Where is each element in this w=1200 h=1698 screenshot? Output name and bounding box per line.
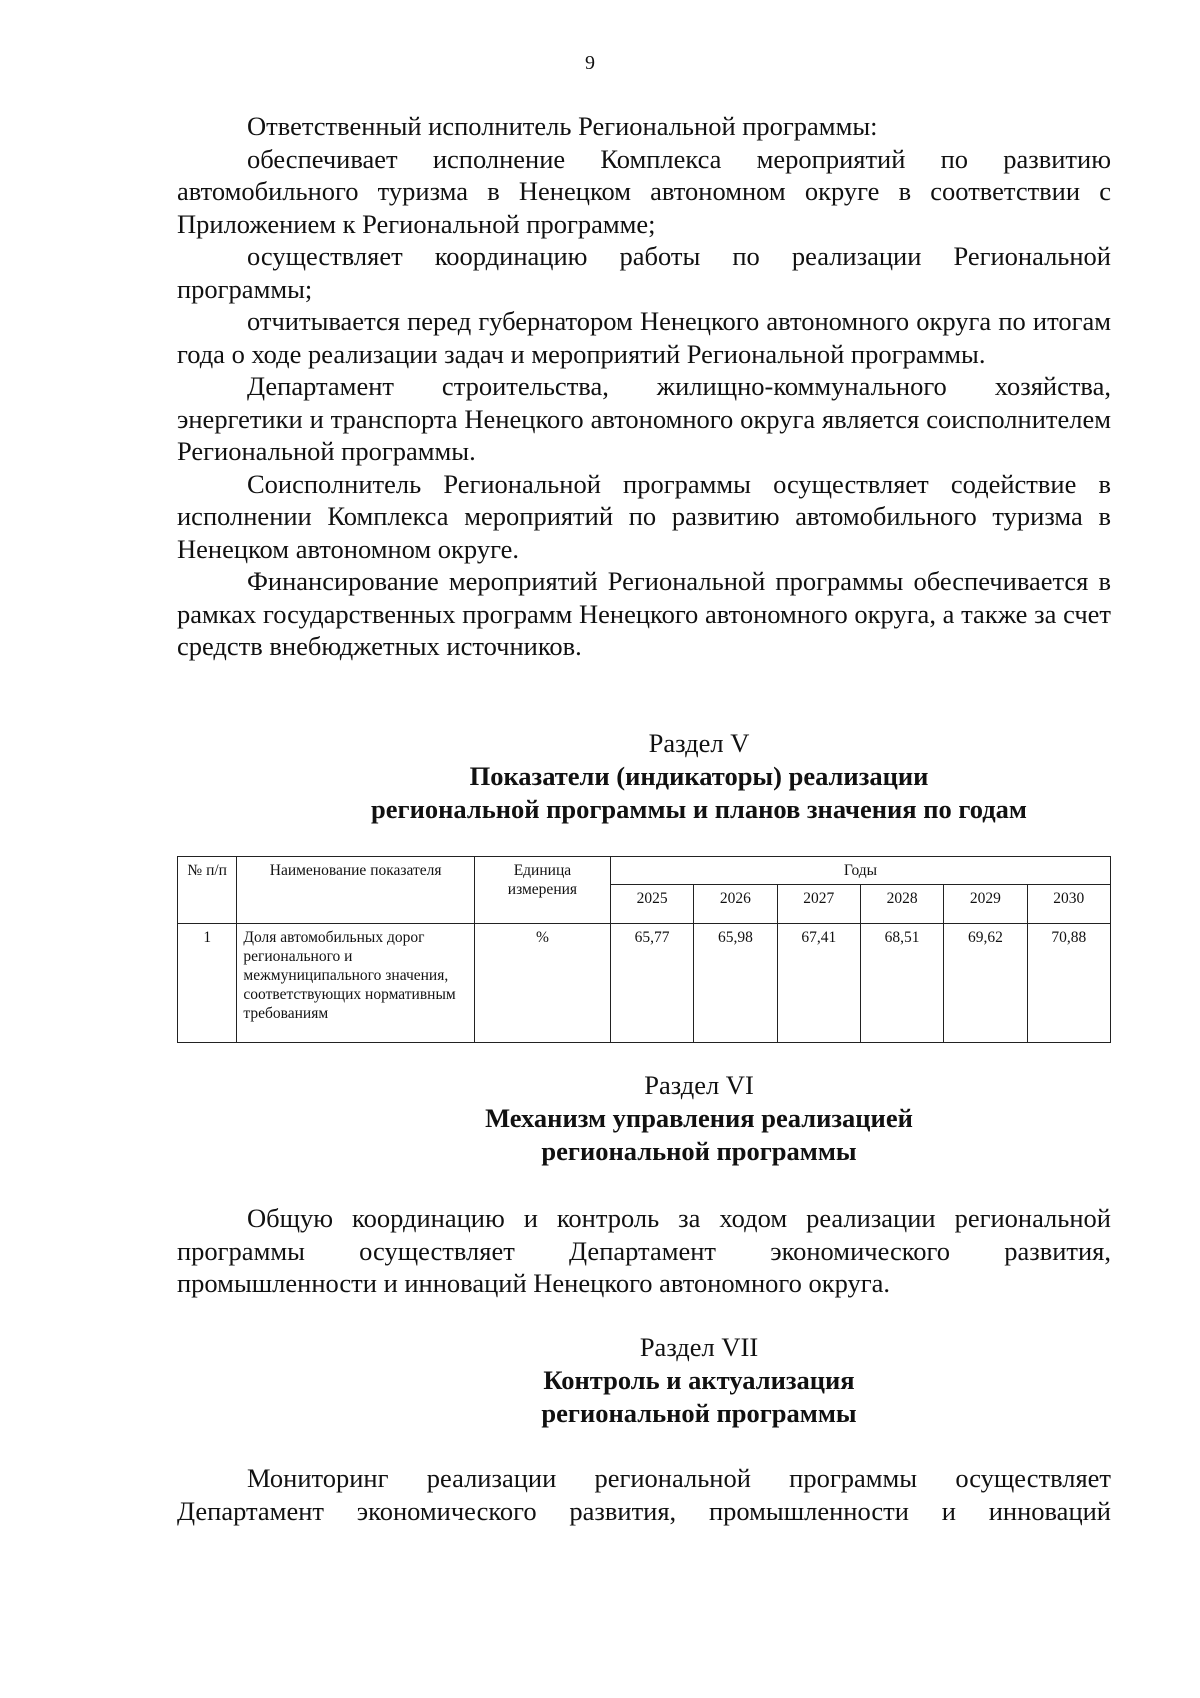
section-title: региональной программы и планов значения по годам [371,794,1027,824]
paragraph: обеспечивает исполнение Комплекса мероприятий по развитию автомобильного туризма в Ненецком автономном округе в соответствии с Приложением к Региональной программе; [177,143,1111,239]
cell-value: 65,77 [610,924,693,1043]
indicators-table [177,856,1111,1043]
intro-text [177,110,1111,663]
page-number: 9 [585,52,595,74]
section-title: Механизм управления реализацией [485,1103,913,1133]
year-header: 2028 [860,885,943,924]
cell-unit: % [474,924,610,1043]
header-unit: Единица измерения [474,857,610,924]
section-title: региональной программы [541,1398,857,1428]
section-number: Раздел VII [639,1332,759,1362]
section-title: региональной программы [541,1136,857,1166]
year-header: 2030 [1027,885,1110,924]
section-number: Раздел V [648,728,750,758]
cell-no: 1 [178,924,237,1043]
header-name: Наименование показателя [237,857,475,924]
section-title: Показатели (индикаторы) реализации [469,761,929,791]
cell-value: 67,41 [777,924,860,1043]
paragraph: отчитывается перед губернатором Ненецкого автономного округа по итогам года о ходе реализации задач и мероприятий Региональной программы. [177,306,1111,369]
paragraph: Финансирование мероприятий Региональной программы обеспечивается в рамках государственных программ Ненецкого автономного округа, а также за счет средств внебюджетных источников. [177,566,1111,661]
section-title: Контроль и актуализация [543,1365,855,1395]
section-5-heading [177,727,1111,826]
table-row [178,924,1111,1043]
year-header: 2026 [694,885,777,924]
section-7-heading [177,1331,1111,1430]
year-header: 2025 [610,885,693,924]
paragraph: Ответственный исполнитель Региональной программы: [247,111,878,141]
section-6-heading [177,1069,1111,1168]
year-header: 2029 [944,885,1027,924]
paragraph: Департамент строительства, жилищно-коммунального хозяйства, энергетики и транспорта Ненецкого автономного округа является соисполнителем Региональной программы. [177,371,1111,466]
paragraph: Соисполнитель Региональной программы осуществляет содействие в исполнении Комплекса мероприятий по развитию автомобильного туризма в Ненецком автономном округе. [177,468,1111,564]
section-number: Раздел VI [644,1070,754,1100]
paragraph: Общую координацию и контроль за ходом реализации региональной программы осуществляет Департамент экономического развития, промышленности и инноваций Ненецкого автономного округа. [177,1203,1111,1298]
cell-value: 68,51 [860,924,943,1043]
section-7-text [177,1462,1111,1527]
header-years: Годы [610,857,1110,885]
cell-name: Доля автомобильных дорог регионального и межмуниципального значения, соответствующих нормативным требованиям [237,924,475,1043]
table-header-row [178,857,1111,885]
header-no: № п/п [178,857,237,924]
cell-value: 69,62 [944,924,1027,1043]
cell-value: 70,88 [1027,924,1110,1043]
year-header: 2027 [777,885,860,924]
section-6-text [177,1202,1111,1300]
cell-value: 65,98 [694,924,777,1043]
paragraph: Мониторинг реализации региональной программы осуществляет Департамент экономического развития, промышленности и инноваций [177,1463,1111,1526]
paragraph: осуществляет координацию работы по реализации Региональной программы; [177,241,1111,304]
